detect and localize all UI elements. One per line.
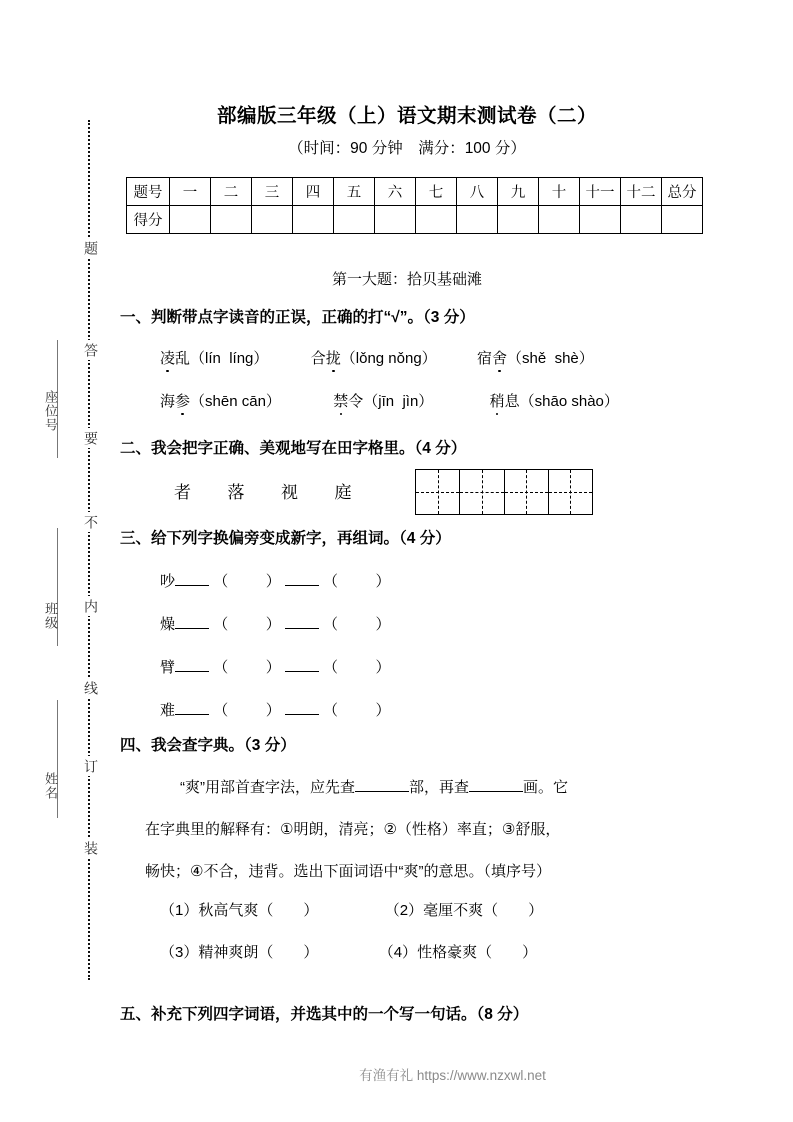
score-col-total: 总分	[662, 178, 703, 206]
q4-option-3-answer[interactable]: （ ）	[258, 944, 319, 961]
question-1-row-2	[160, 390, 619, 411]
question-3-text: 给下列字换偏旁变成新字，再组词。（4 分）	[151, 530, 451, 547]
q4-blank-radical[interactable]	[355, 791, 409, 792]
q4-option-4-label: （4）	[378, 944, 418, 961]
score-cell-2[interactable]	[211, 206, 252, 234]
question-4-body-line-1	[180, 776, 568, 797]
q4-line1-pre: “爽”用部首查字法，应先查	[180, 779, 355, 796]
name-label: 姓名	[43, 772, 58, 800]
q3-blank-2a[interactable]	[175, 671, 209, 672]
q1-item-5: 禁令（jīn jìn）	[333, 393, 433, 410]
tianzige-cell-2[interactable]	[460, 470, 504, 514]
seal-char-0: 题	[80, 238, 100, 258]
question-1-number: 一、	[120, 309, 152, 326]
q3-blank-0b[interactable]	[285, 585, 319, 586]
seal-char-1: 答	[80, 340, 100, 360]
question-4-options-row-2	[160, 941, 537, 962]
class-label: 班级	[43, 602, 58, 630]
q2-char-0: 者	[174, 483, 191, 502]
question-3-heading	[120, 526, 451, 548]
seat-number-label: 座位号	[43, 390, 58, 432]
question-2-heading	[120, 436, 466, 458]
question-2-characters	[174, 478, 352, 503]
question-2-number: 二、	[120, 440, 152, 457]
table-row-question-numbers	[127, 178, 703, 206]
q3-paren-3b[interactable]: （ ）	[323, 702, 391, 719]
question-5-number: 五、	[120, 1006, 152, 1023]
q4-option-1-label: （1）	[160, 902, 199, 919]
score-cell-6[interactable]	[375, 206, 416, 234]
q3-paren-1a[interactable]: （ ）	[213, 616, 281, 633]
score-col-5: 五	[334, 178, 375, 206]
tianzige-cell-1[interactable]	[416, 470, 460, 514]
question-3-row-1	[160, 570, 391, 591]
q4-option-1-text: 秋高气爽	[198, 902, 259, 919]
question-3-number: 三、	[120, 530, 152, 547]
q4-option-2-text: 毫厘不爽	[423, 902, 484, 919]
score-table-row-label-1: 得分	[127, 206, 170, 234]
score-table-row-label-0: 题号	[127, 178, 170, 206]
score-cell-7[interactable]	[416, 206, 457, 234]
q1-item-3: 宿舍（shě shè）	[477, 350, 594, 367]
page-subtitle: （时间：90 分钟 满分：100 分）	[288, 140, 526, 157]
score-col-12: 十二	[621, 178, 662, 206]
q4-option-3-text: 精神爽朗	[198, 944, 259, 961]
q3-base-char-1: 燥	[160, 616, 176, 633]
q3-paren-0a[interactable]: （ ）	[213, 573, 281, 590]
table-row-scores	[127, 206, 703, 234]
q3-blank-1b[interactable]	[285, 628, 319, 629]
score-cell-9[interactable]	[498, 206, 539, 234]
score-table	[126, 177, 703, 234]
footer-watermark: 有渔有礼 https://www.nzxwl.net	[359, 1068, 546, 1083]
q1-item-2: 合拢（lǒng nǒng）	[311, 350, 437, 367]
question-5-text: 补充下列四字词语，并选其中的一个写一句话。（8 分）	[151, 1006, 529, 1023]
q4-option-2-label: （2）	[384, 902, 424, 919]
q3-blank-3a[interactable]	[175, 714, 209, 715]
q4-option-4-text: 性格豪爽	[417, 944, 478, 961]
question-4-options-row-1	[160, 899, 543, 920]
seal-char-6: 订	[80, 756, 100, 776]
q3-base-char-2: 臂	[160, 659, 176, 676]
q3-paren-1b[interactable]: （ ）	[323, 616, 391, 633]
question-2-text: 我会把字正确、美观地写在田字格里。（4 分）	[151, 440, 467, 457]
q4-line1-post: 画。它	[523, 779, 569, 796]
part-one-title: 第一大题：拾贝基础滩	[331, 271, 482, 288]
q3-blank-0a[interactable]	[175, 585, 209, 586]
question-4-body-line-2: 在字典里的解释有：①明朗，清亮；②（性格）率直；③舒服，	[145, 821, 561, 838]
score-col-7: 七	[416, 178, 457, 206]
question-1-heading	[120, 305, 475, 327]
q2-char-1: 落	[227, 483, 245, 502]
question-3-row-3	[160, 656, 391, 677]
seal-char-4: 内	[80, 596, 100, 616]
q1-item-6: 稍息（shāo shào）	[490, 393, 619, 410]
q3-base-char-0: 吵	[160, 573, 176, 590]
score-cell-1[interactable]	[170, 206, 211, 234]
score-cell-4[interactable]	[293, 206, 334, 234]
q4-line1-mid: 部，再查	[409, 779, 470, 796]
seal-char-5: 线	[80, 678, 100, 698]
q3-blank-1a[interactable]	[175, 628, 209, 629]
q2-char-3: 庭	[334, 483, 352, 502]
seal-sidebar	[0, 0, 112, 1122]
q4-option-3-label: （3）	[160, 944, 199, 961]
question-1-text: 判断带点字读音的正误，正确的打“√”。（3 分）	[151, 309, 475, 326]
score-cell-total[interactable]	[662, 206, 703, 234]
q1-item-1: 凌乱（lín líng）	[160, 350, 268, 367]
q4-option-2-answer[interactable]: （ ）	[483, 902, 544, 919]
score-col-1: 一	[170, 178, 211, 206]
q3-paren-3a[interactable]: （ ）	[213, 702, 281, 719]
score-col-11: 十一	[580, 178, 621, 206]
question-4-body-line-3: 畅快；④不合，违背。选出下面词语中“爽”的意思。（填序号）	[145, 863, 551, 880]
score-col-8: 八	[457, 178, 498, 206]
q4-option-1-answer[interactable]: （ ）	[258, 902, 319, 919]
question-4-heading	[120, 733, 296, 755]
question-1-row-1	[160, 347, 594, 368]
name-rule	[57, 700, 58, 818]
score-cell-12[interactable]	[621, 206, 662, 234]
score-cell-10[interactable]	[539, 206, 580, 234]
score-col-9: 九	[498, 178, 539, 206]
exam-paper-body	[112, 0, 793, 1122]
question-4-number: 四、	[120, 737, 152, 754]
q3-paren-2b[interactable]: （ ）	[323, 659, 391, 676]
score-col-10: 十	[539, 178, 580, 206]
question-5-heading	[120, 1002, 528, 1024]
page-title: 部编版三年级（上）语文期末测试卷（二）	[216, 105, 597, 127]
question-3-row-4	[160, 699, 391, 720]
score-cell-11[interactable]	[580, 206, 621, 234]
q3-paren-2a[interactable]: （ ）	[213, 659, 281, 676]
q1-item-4: 海参（shēn cān）	[160, 393, 281, 410]
q4-option-4-answer[interactable]: （ ）	[477, 944, 538, 961]
question-3-row-2	[160, 613, 391, 634]
score-col-2: 二	[211, 178, 252, 206]
tianzige-writing-grid[interactable]	[415, 469, 593, 515]
score-cell-3[interactable]	[252, 206, 293, 234]
question-4-text: 我会查字典。（3 分）	[151, 737, 296, 754]
q3-paren-0b[interactable]: （ ）	[323, 573, 391, 590]
q4-blank-strokes[interactable]	[469, 791, 523, 792]
q3-blank-2b[interactable]	[285, 671, 319, 672]
seal-char-3: 不	[80, 512, 100, 532]
tianzige-cell-4[interactable]	[549, 470, 592, 514]
score-col-6: 六	[375, 178, 416, 206]
tianzige-cell-3[interactable]	[505, 470, 549, 514]
score-col-3: 三	[252, 178, 293, 206]
seal-char-7: 装	[80, 838, 100, 858]
q3-base-char-3: 难	[160, 702, 176, 719]
score-cell-8[interactable]	[457, 206, 498, 234]
q2-char-2: 视	[281, 483, 298, 502]
seal-char-2: 要	[80, 428, 100, 448]
score-col-4: 四	[293, 178, 334, 206]
q3-blank-3b[interactable]	[285, 714, 319, 715]
score-cell-5[interactable]	[334, 206, 375, 234]
